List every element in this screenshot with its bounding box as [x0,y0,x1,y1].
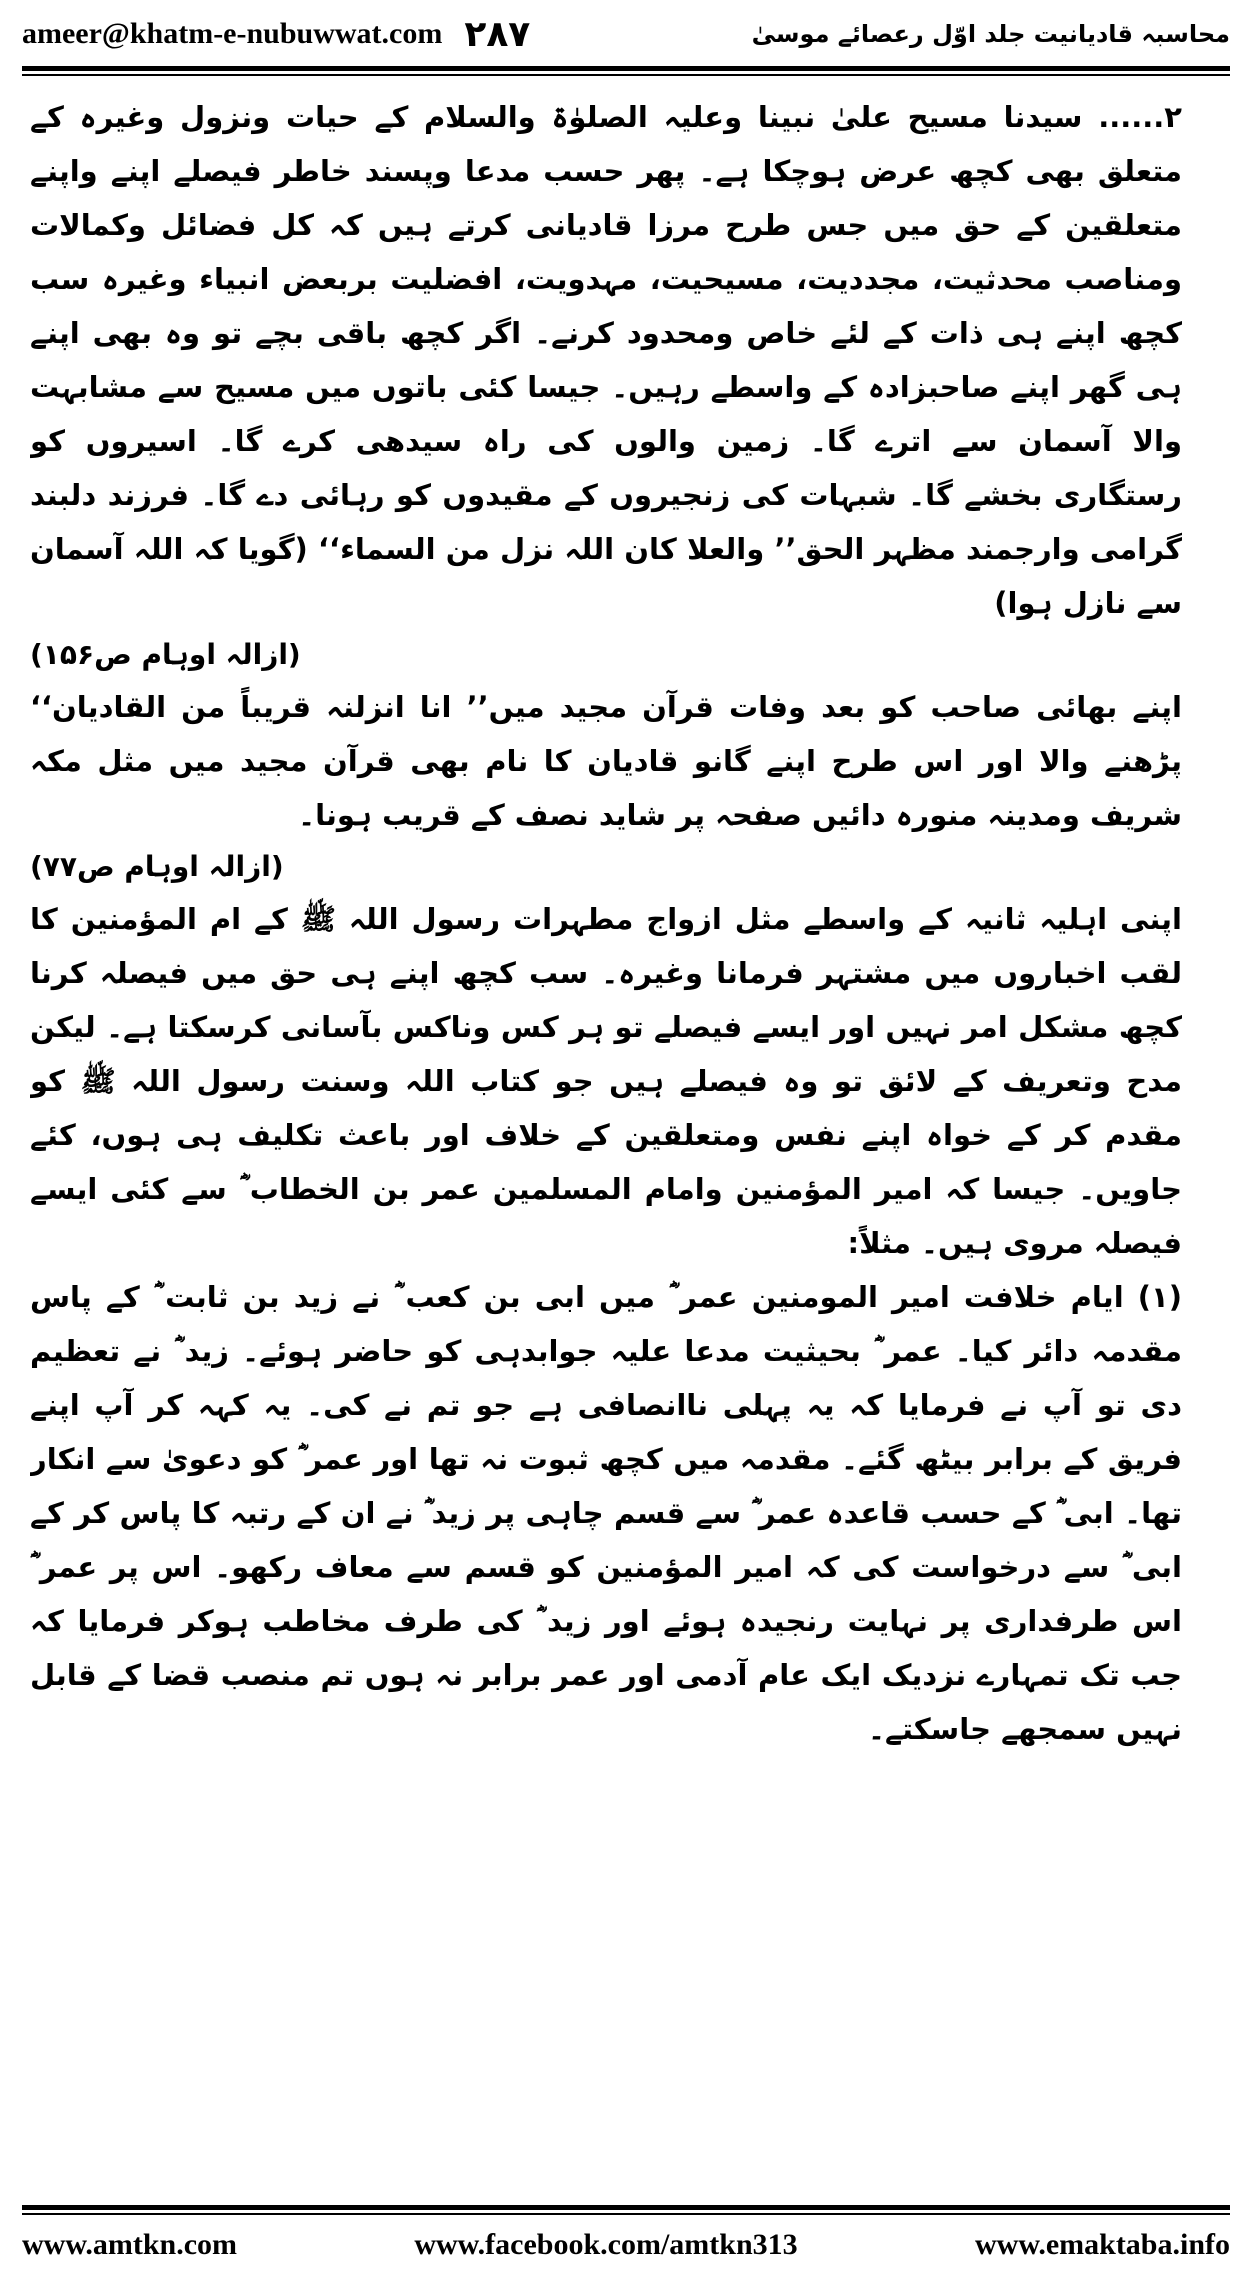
header-rule-thin [22,74,1230,76]
page-footer [22,2222,1230,2268]
footer-link-amtkn[interactable]: www.amtkn.com [22,2228,237,2261]
header-rule-thick [22,66,1230,71]
page-body [30,90,1222,2190]
footer-link-facebook[interactable]: www.facebook.com/amtkn313 [414,2228,798,2261]
paragraph-4: (۱) ایام خلافت امیر المومنین عمر ؓ میں ابی بن کعب ؓ نے زید بن ثابت ؓ کے پاس مقدمہ دائر کیا۔ عمر ؓ بحیثیت مدعا علیہ جوابدہی کو حاضر ہوئے۔ زید ؓ نے تعظیم دی تو آپ نے فرمایا کہ یہ پہلی ناانصافی ہے جو تم نے کی۔ یہ کہہ کر آپ اپنے فریق کے برابر بیٹھ گئے۔ مقدمہ میں کچھ ثبوت نہ تھا اور عمر ؓ کو دعویٰ سے انکار تھا۔ ابی ؓ کے حسب قاعدہ عمر ؓ سے قسم چاہی پر زید ؓ نے ان کے رتبہ کا پاس کر کے ابی ؓ سے درخواست کی کہ امیر المؤمنین کو قسم سے معاف رکھو۔ اس پر عمر ؓ اس طرفداری پر نہایت رنجیدہ ہوئے اور زید ؓ کی طرف مخاطب ہوکر فرمایا کہ جب تک تمہارے نزدیک ایک عام آدمی اور عمر برابر نہ ہوں تم منصب قضا کے قابل نہیں سمجھے جاسکتے۔ [30,1280,1182,1746]
book-title: محاسبہ قادیانیت جلد اوّل رعصائے موسیٰ [751,20,1230,48]
paragraph-3: اپنی اہلیہ ثانیہ کے واسطے مثل ازواج مطہرات رسول اللہ ﷺ کے ام المؤمنین کا لقب اخباروں میں مشتہر فرمانا وغیرہ۔ سب کچھ اپنے ہی حق میں فیصلہ کرنا کچھ مشکل امر نہیں اور ایسے فیصلے تو ہر کس وناکس بآسانی کرسکتا ہے۔ لیکن مدح وتعریف کے لائق تو وہ فیصلے ہیں جو کتاب اللہ وسنت رسول اللہ ﷺ کو مقدم کر کے خواہ اپنے نفس ومتعلقین کے خلاف اور باعث تکلیف ہی ہوں، کئے جاویں۔ جیسا کہ امیر المؤمنین وامام المسلمین عمر بن الخطاب ؓ سے کئی ایسے فیصلہ مروی ہیں۔ مثلاً: [30,902,1182,1260]
page-number: ۲۸۷ [464,13,531,55]
paragraph-2: اپنے بھائی صاحب کو بعد وفات قرآن مجید میں’’ انا انزلنہ قریباً من القادیان‘‘ پڑھنے والا اور اس طرح اپنے گانو قادیان کا نام بھی قرآن مجید میں مثل مکہ شریف ومدینہ منورہ دائیں صفحہ پر شاید نصف کے قریب ہونا۔ [30,690,1182,832]
footer-link-emaktaba[interactable]: www.emaktaba.info [974,2228,1230,2261]
header-left [22,14,530,55]
reference-2: (ازالہ اوہام ص۷۷) [30,850,284,883]
footer-rule-thin [22,2213,1230,2215]
reference-row-2 [30,842,1222,892]
reference-row-1 [30,630,1222,680]
header-email: ameer@khatm-e-nubuwwat.com [22,17,443,50]
reference-1: (ازالہ اوہام ص۱۵۶) [30,638,301,671]
page-header [22,8,1230,60]
footer-rule-thick [22,2205,1230,2210]
paragraph-1: ۲...... سیدنا مسیح علیٰ نبینا وعلیہ الصلوٰۃ والسلام کے حیات ونزول وغیرہ کے متعلق بھی کچھ عرض ہوچکا ہے۔ پھر حسب مدعا وپسند خاطر فیصلے اپنے واپنے متعلقین کے حق میں جس طرح مرزا قادیانی کرتے ہیں کہ کل فضائل وکمالات ومناصب محدثیت، مجددیت، مسیحیت، مہدویت، افضلیت بربعض انبیاء وغیرہ سب کچھ اپنے ہی ذات کے لئے خاص ومحدود کرنے۔ اگر کچھ باقی بچے تو وہ بھی اپنے ہی گھر اپنے صاحبزادہ کے واسطے رہیں۔ جیسا کئی باتوں میں مسیح سے مشابہت والا آسمان سے اترے گا۔ زمین والوں کی راہ سیدھی کرے گا۔ اسیروں کو رستگاری بخشے گا۔ شبہات کی زنجیروں کے مقیدوں کو رہائی دے گا۔ فرزند دلبند گرامی وارجمند مظہر الحق’’ والعلا کان اللہ نزل من السماء‘‘ (گویا کہ اللہ آسمان سے نازل ہوا) [30,100,1182,620]
